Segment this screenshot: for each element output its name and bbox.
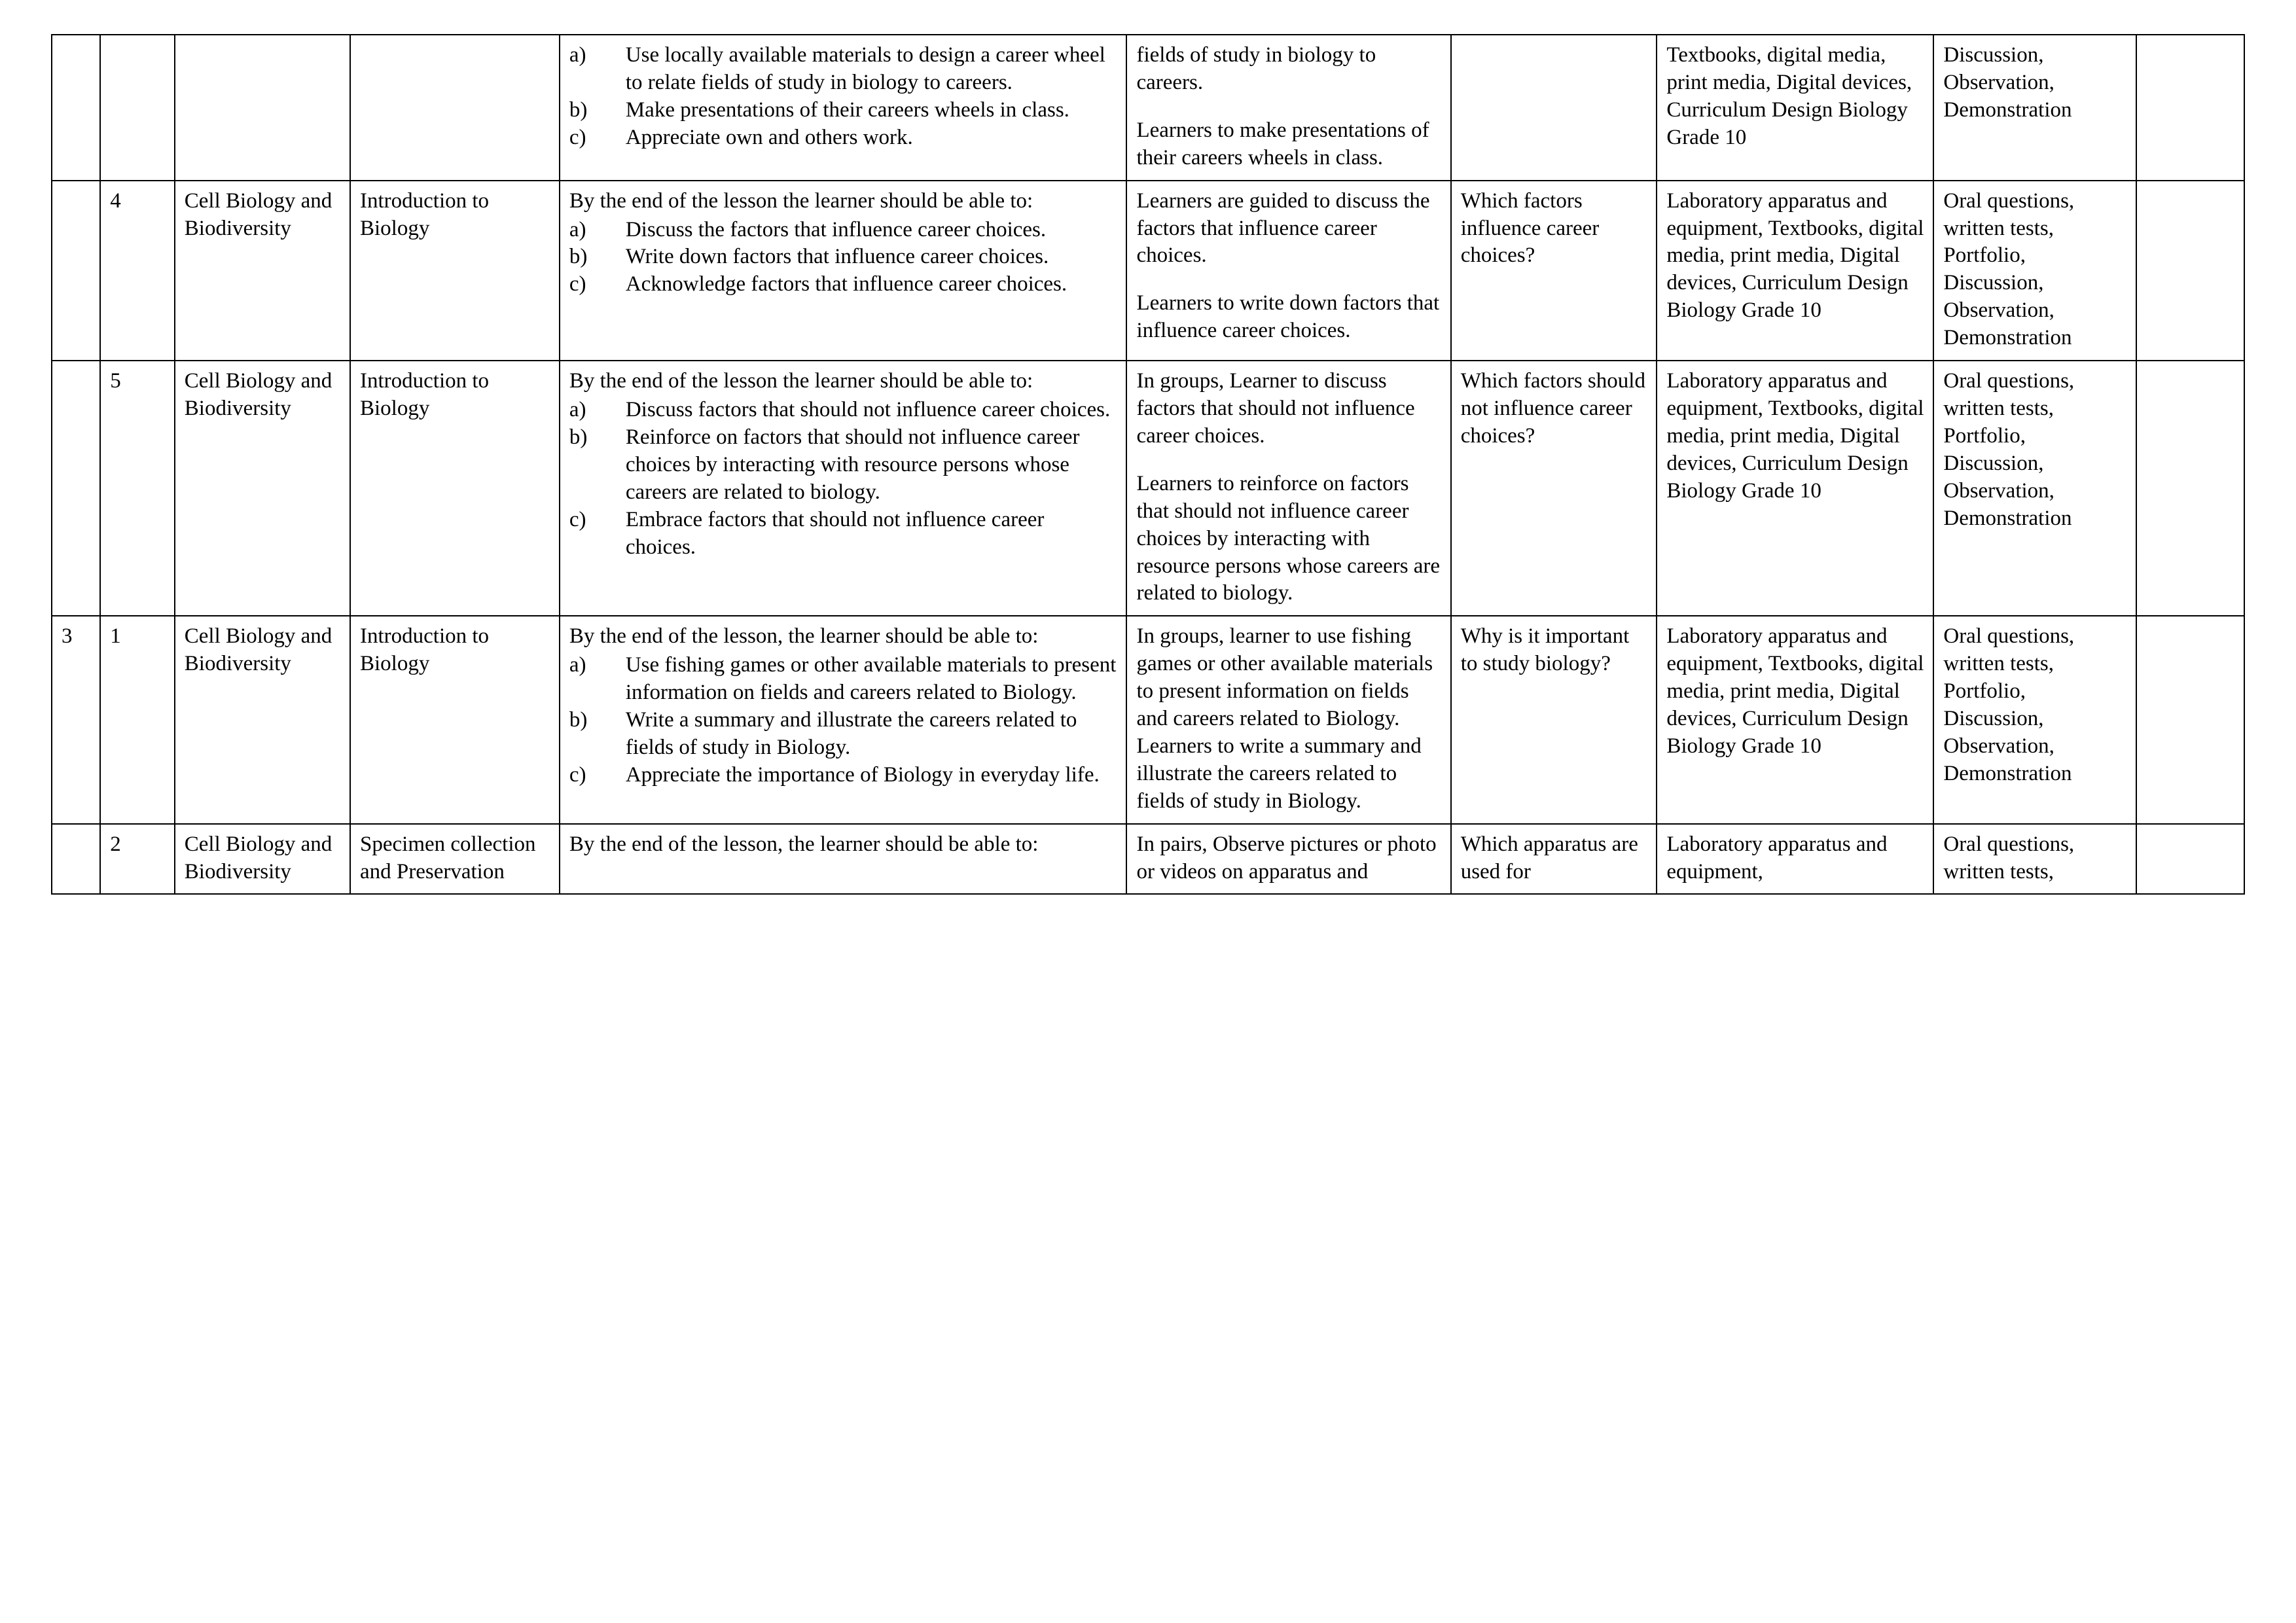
cell-reflection — [2136, 35, 2244, 181]
cell-assessment-methods: Discussion, Observation, Demonstration — [1933, 35, 2136, 181]
cell-sub-strand — [350, 35, 560, 181]
cell-lesson: 5 — [100, 361, 174, 616]
list-item — [569, 217, 1119, 244]
outcomes-list — [569, 42, 1119, 152]
cell-strand: Cell Biology and Biodiversity — [175, 181, 350, 361]
cell-reflection — [2136, 361, 2244, 616]
list-marker: a) — [569, 397, 586, 421]
list-marker: b) — [569, 708, 588, 732]
outcomes-list — [569, 652, 1119, 789]
list-item — [569, 42, 1119, 97]
cell-strand: Cell Biology and Biodiversity — [175, 616, 350, 823]
outcomes-lead: By the end of the lesson the learner should be able to: — [569, 188, 1033, 213]
cell-learning-outcomes — [560, 181, 1127, 361]
list-item — [569, 397, 1119, 424]
cell-learning-resources: Textbooks, digital media, print media, Digital devices, Curriculum Design Biology Grade 10 — [1657, 35, 1933, 181]
cell-strand: Cell Biology and Biodiversity — [175, 824, 350, 895]
cell-assessment-methods: Oral questions, written tests, Portfolio, Discussion, Observation, Demonstration — [1933, 616, 2136, 823]
cell-sub-strand: Introduction to Biology — [350, 361, 560, 616]
list-text: Discuss factors that should not influence career choices. — [625, 397, 1111, 421]
cell-sub-strand: Introduction to Biology — [350, 616, 560, 823]
experience-paragraph: Learners to write down factors that influence career choices. — [1136, 291, 1440, 343]
cell-week — [52, 181, 100, 361]
cell-learning-experiences — [1126, 824, 1450, 895]
experience-paragraph: In groups, learner to use fishing games or other available materials to present information on fields and careers related to Biology. — [1136, 624, 1433, 731]
cell-strand: Cell Biology and Biodiversity — [175, 361, 350, 616]
list-marker: c) — [569, 762, 586, 787]
outcomes-list — [569, 397, 1119, 561]
cell-learning-outcomes — [560, 616, 1127, 823]
list-text: Make presentations of their careers wheels in class. — [625, 98, 1069, 122]
list-marker: c) — [569, 507, 586, 531]
list-item — [569, 507, 1119, 562]
cell-assessment-methods: Oral questions, written tests, — [1933, 824, 2136, 895]
cell-learning-resources: Laboratory apparatus and equipment, — [1657, 824, 1933, 895]
list-item — [569, 243, 1119, 271]
table-row — [52, 824, 2244, 895]
cell-week: 3 — [52, 616, 100, 823]
list-text: Write down factors that influence career choices. — [625, 245, 1049, 269]
cell-learning-experiences — [1126, 361, 1450, 616]
experience-paragraph: Learners to reinforce on factors that should not influence career choices by interacting with resource persons whose careers are related to biology. — [1136, 471, 1441, 605]
table-row — [52, 181, 2244, 361]
list-marker: a) — [569, 653, 586, 677]
cell-learning-experiences — [1126, 35, 1450, 181]
cell-learning-experiences — [1126, 181, 1450, 361]
cell-sub-strand: Introduction to Biology — [350, 181, 560, 361]
list-item — [569, 652, 1119, 707]
list-text: Write a summary and illustrate the careers related to fields of study in Biology. — [625, 708, 1077, 759]
list-text: Appreciate own and others work. — [625, 125, 913, 149]
list-item — [569, 424, 1119, 507]
cell-learning-resources: Laboratory apparatus and equipment, Textbooks, digital media, print media, Digital devices, Curriculum Design Biology Grade 10 — [1657, 616, 1933, 823]
list-item — [569, 707, 1119, 762]
cell-key-inquiry-question: Which apparatus are used for — [1451, 824, 1657, 895]
cell-lesson: 2 — [100, 824, 174, 895]
experience-paragraph: In pairs, Observe pictures or photo or videos on apparatus and — [1136, 832, 1437, 883]
experience-paragraph: fields of study in biology to careers. — [1136, 43, 1376, 94]
list-marker: a) — [569, 217, 586, 241]
list-marker: b) — [569, 425, 588, 449]
cell-learning-experiences — [1126, 616, 1450, 823]
table-row — [52, 35, 2244, 181]
cell-lesson: 1 — [100, 616, 174, 823]
scheme-of-work-table — [51, 34, 2245, 895]
cell-key-inquiry-question: Why is it important to study biology? — [1451, 616, 1657, 823]
table-row — [52, 361, 2244, 616]
list-marker: c) — [569, 125, 586, 149]
list-text: Discuss the factors that influence career choices. — [625, 217, 1047, 241]
experience-paragraph: Learners to make presentations of their careers wheels in class. — [1136, 118, 1429, 169]
experience-paragraph: In groups, Learner to discuss factors that should not influence career choices. — [1136, 369, 1415, 448]
list-text: Acknowledge factors that influence career choices. — [625, 272, 1067, 296]
cell-sub-strand: Specimen collection and Preservation — [350, 824, 560, 895]
cell-reflection — [2136, 824, 2244, 895]
list-text: Use locally available materials to design a career wheel to relate fields of study in biology to careers. — [625, 43, 1105, 94]
outcomes-list — [569, 217, 1119, 299]
list-item — [569, 271, 1119, 298]
cell-strand — [175, 35, 350, 181]
cell-learning-resources: Laboratory apparatus and equipment, Textbooks, digital media, print media, Digital devices, Curriculum Design Biology Grade 10 — [1657, 181, 1933, 361]
list-marker: b) — [569, 245, 588, 269]
list-item — [569, 124, 1119, 152]
cell-assessment-methods: Oral questions, written tests, Portfolio, Discussion, Observation, Demonstration — [1933, 181, 2136, 361]
list-text: Embrace factors that should not influence career choices. — [625, 507, 1045, 559]
list-text: Reinforce on factors that should not influence career choices by interacting with resource persons whose careers are related to biology. — [625, 425, 1080, 504]
cell-week — [52, 361, 100, 616]
cell-learning-outcomes — [560, 361, 1127, 616]
list-marker: c) — [569, 272, 586, 296]
list-text: Appreciate the importance of Biology in everyday life. — [625, 762, 1100, 787]
experience-paragraph: Learners are guided to discuss the factors that influence career choices. — [1136, 188, 1430, 268]
cell-lesson — [100, 35, 174, 181]
cell-key-inquiry-question: Which factors should not influence career choices? — [1451, 361, 1657, 616]
cell-reflection — [2136, 616, 2244, 823]
table-body — [52, 35, 2244, 894]
outcomes-lead: By the end of the lesson, the learner should be able to: — [569, 832, 1039, 856]
cell-week — [52, 35, 100, 181]
list-marker: a) — [569, 43, 586, 67]
table-row — [52, 616, 2244, 823]
list-text: Use fishing games or other available materials to present information on fields and careers related to Biology. — [625, 653, 1117, 705]
experience-paragraph: Learners to write a summary and illustrate the careers related to fields of study in Biology. — [1136, 734, 1422, 813]
cell-learning-resources: Laboratory apparatus and equipment, Textbooks, digital media, print media, Digital devices, Curriculum Design Biology Grade 10 — [1657, 361, 1933, 616]
cell-lesson: 4 — [100, 181, 174, 361]
outcomes-lead: By the end of the lesson, the learner should be able to: — [569, 624, 1039, 649]
cell-week — [52, 824, 100, 895]
outcomes-lead: By the end of the lesson the learner should be able to: — [569, 369, 1033, 393]
list-item — [569, 97, 1119, 124]
cell-learning-outcomes — [560, 824, 1127, 895]
cell-reflection — [2136, 181, 2244, 361]
cell-key-inquiry-question — [1451, 35, 1657, 181]
cell-assessment-methods: Oral questions, written tests, Portfolio, Discussion, Observation, Demonstration — [1933, 361, 2136, 616]
list-marker: b) — [569, 98, 588, 122]
list-item — [569, 762, 1119, 789]
cell-key-inquiry-question: Which factors influence career choices? — [1451, 181, 1657, 361]
cell-learning-outcomes — [560, 35, 1127, 181]
